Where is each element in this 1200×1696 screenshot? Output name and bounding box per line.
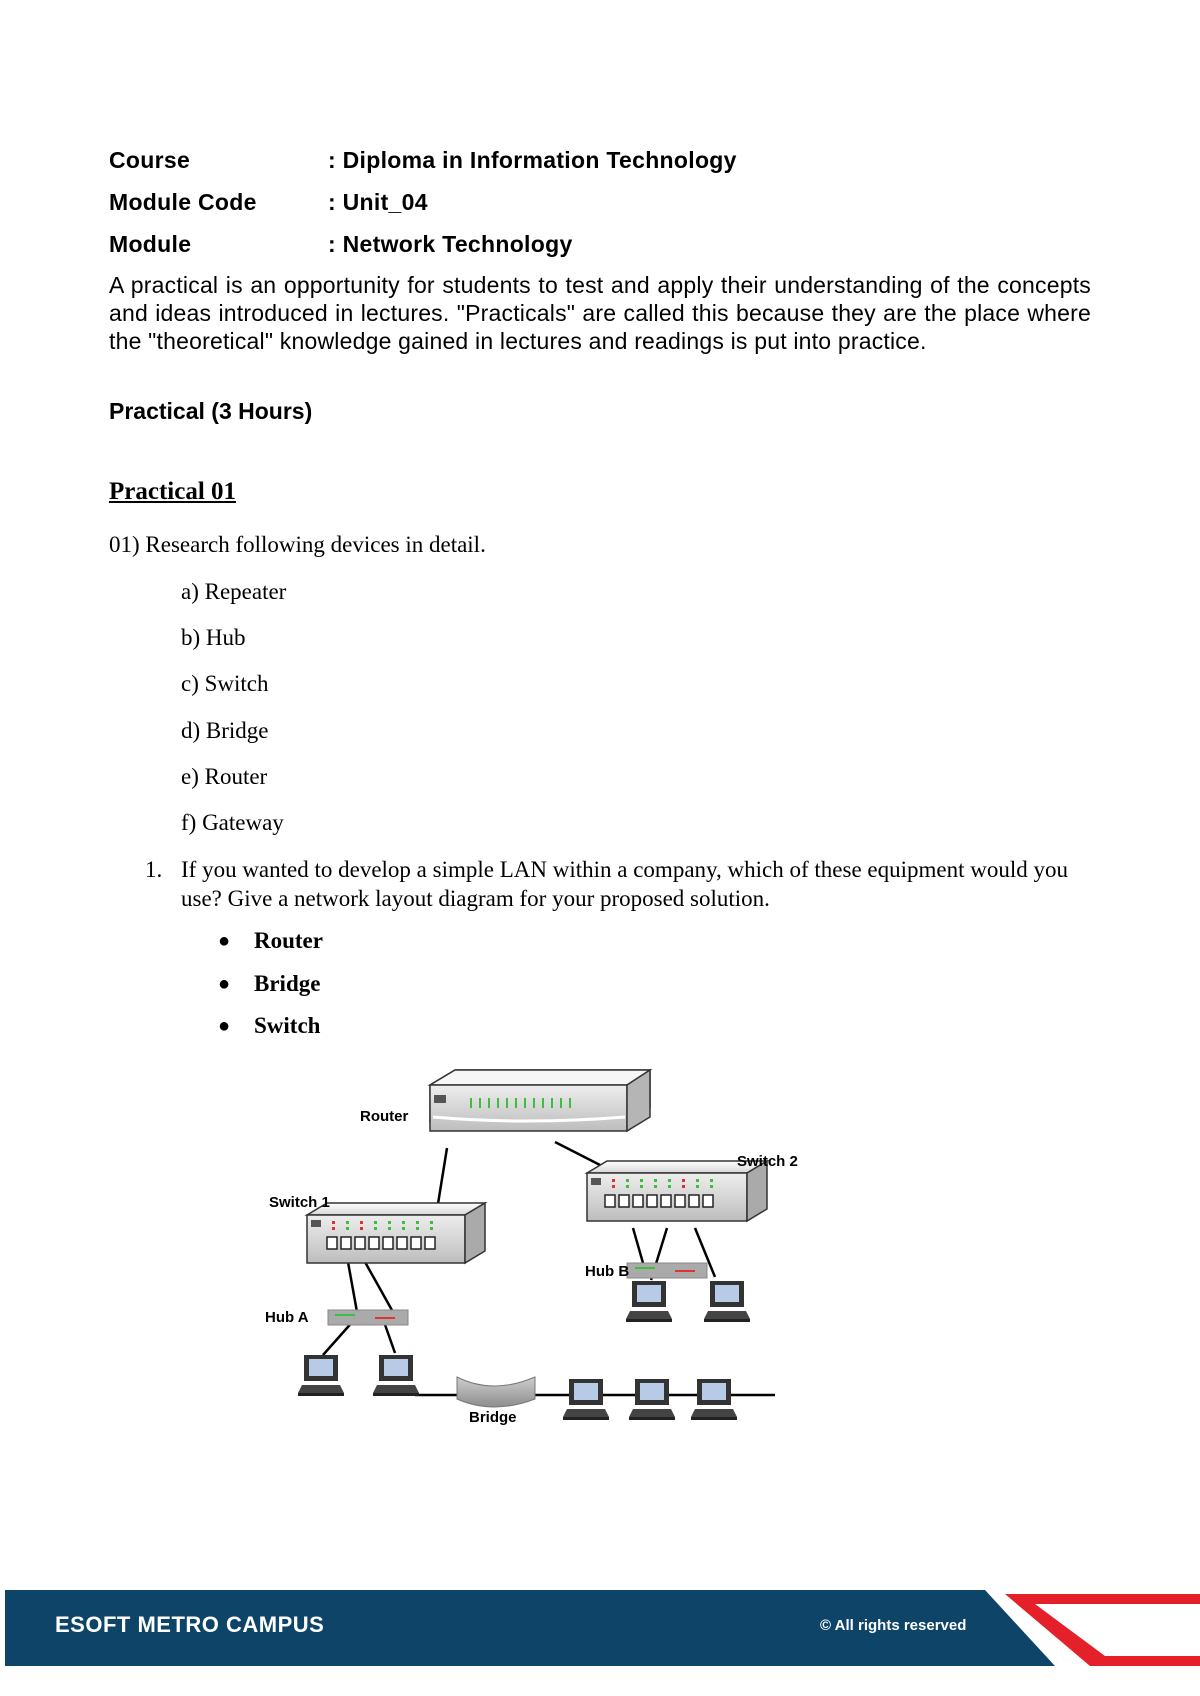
module-code-value: : Unit_04 [328,189,428,215]
switch-1-device [307,1203,485,1263]
footer-rights: © All rights reserved [820,1617,967,1634]
computer-icon [691,1379,737,1420]
bullet-icon: ● [218,1015,231,1037]
switch-2-label: Switch 2 [737,1153,798,1170]
computer-icon [563,1379,609,1420]
router-label: Router [360,1108,409,1125]
question-number: 1. [145,857,163,882]
computer-icon [298,1355,344,1396]
course-label: Course [109,147,191,173]
network-diagram [255,1065,835,1425]
device-item: c) Switch [181,671,269,696]
section-heading: Practical (3 Hours) [109,398,313,424]
device-item: d) Bridge [181,718,269,743]
footer-brand: ESOFT METRO CAMPUS [55,1612,325,1637]
device-item: f) Gateway [181,810,284,835]
answer-text: Router [254,928,323,953]
computer-icon [373,1355,419,1396]
hub-b-device [627,1263,707,1278]
course-value: : Diploma in Information Technology [328,147,737,173]
module-label: Module [109,231,192,257]
answer-text: Bridge [254,971,321,996]
intro-paragraph: A practical is an opportunity for students to test and apply their understanding of the concepts and ideas introduced in lectures. "Practicals" are called this because they are the place where the "theoretical" knowledge gained in lectures and readings is put into practice. [109,272,1091,354]
hub-a-label: Hub A [265,1309,309,1326]
cable [348,1262,357,1312]
device-item: b) Hub [181,625,246,650]
bullet-icon: ● [218,930,231,952]
bridge-device [457,1377,535,1407]
question-body: If you wanted to develop a simple LAN within a company, which of these equipment would you use? Give a network layout diagram for your proposed solution. [181,857,1069,911]
hub-b-label: Hub B [585,1263,630,1280]
router-device [430,1070,650,1131]
bridge-label: Bridge [469,1409,517,1425]
question-text: 01) Research following devices in detail. [109,532,486,557]
switch-2-device [587,1161,767,1221]
module-code-label: Module Code [109,189,257,215]
computer-icon [629,1379,675,1420]
switch-1-label: Switch 1 [269,1194,330,1211]
answer-text: Switch [254,1013,321,1038]
numbered-question [145,855,1091,913]
hub-a-device [328,1310,408,1325]
computer-icon [626,1281,672,1322]
module-value: : Network Technology [328,231,573,257]
practical-title: Practical 01 [109,478,237,505]
device-item: a) Repeater [181,579,287,604]
cable [633,1228,643,1263]
cable [555,1142,600,1165]
device-item: e) Router [181,764,268,789]
bullet-icon: ● [218,973,231,995]
cable [437,1148,447,1210]
computer-icon [704,1281,750,1322]
cable [365,1262,393,1312]
